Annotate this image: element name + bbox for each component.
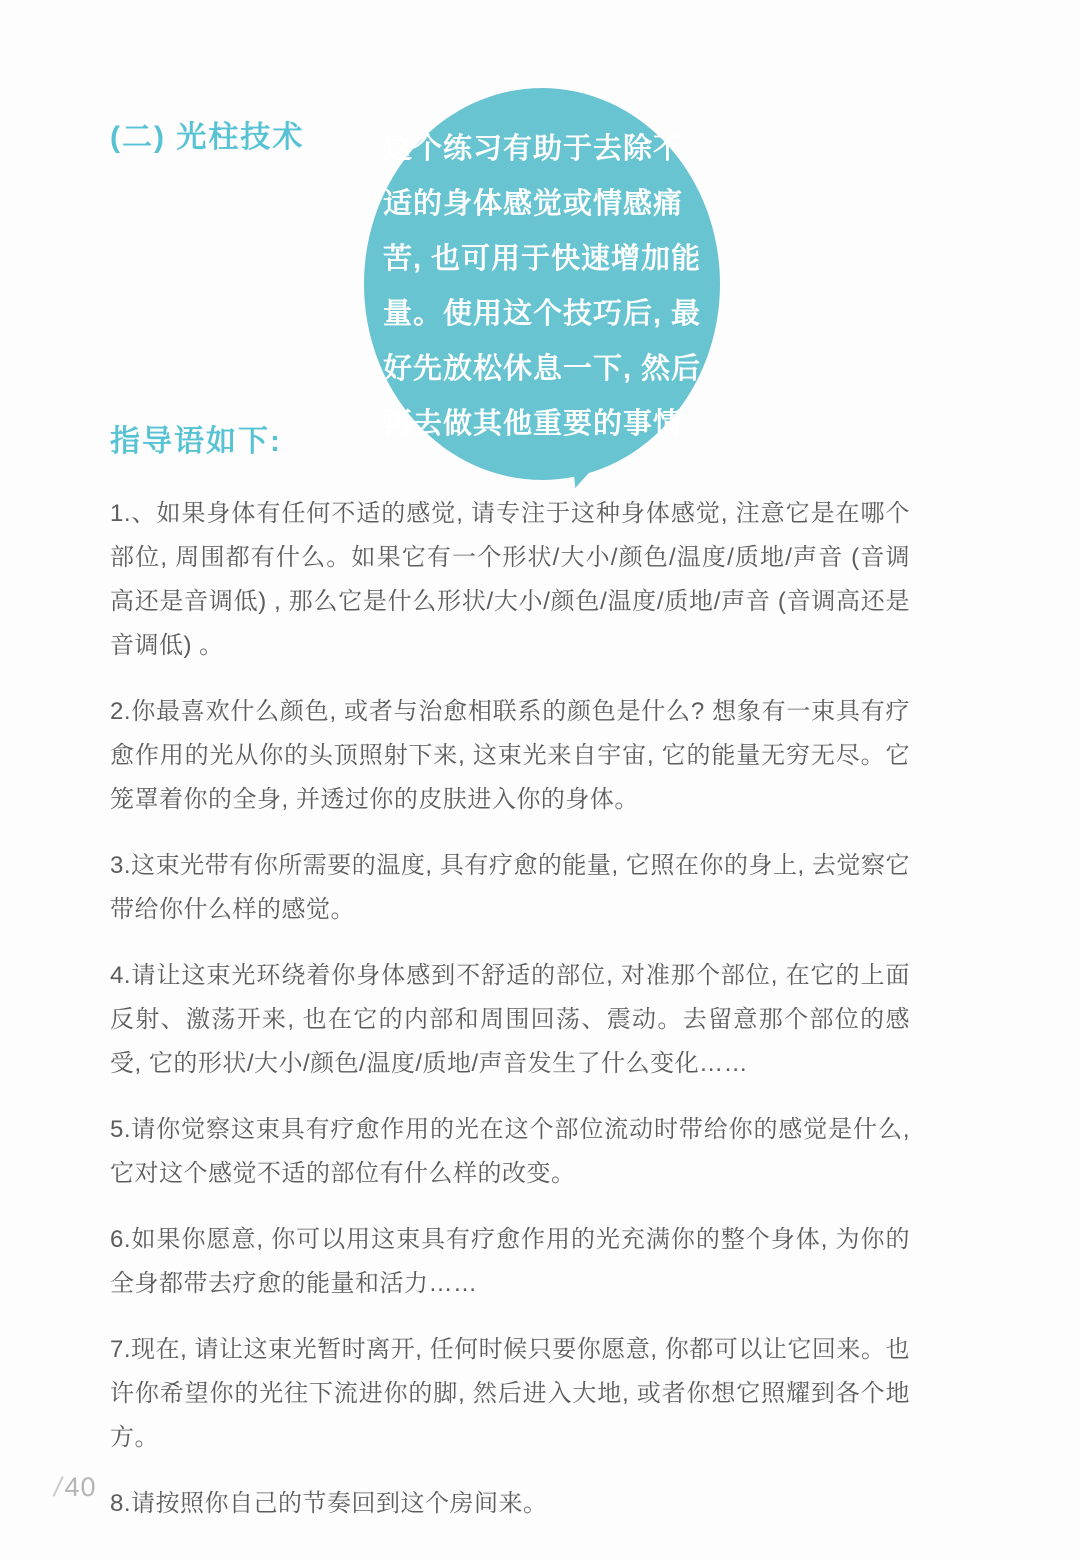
page-number <box>54 1472 97 1503</box>
speech-bubble <box>364 88 720 480</box>
bubble-line: 好先放松休息一下, 然后 <box>382 353 702 385</box>
page-number-slash: / <box>54 1472 63 1502</box>
page-title: (二) 光柱技术 <box>110 121 305 154</box>
instruction-list <box>110 492 910 1548</box>
instruction-paragraph-4: 4.请让这束光环绕着你身体感到不舒适的部位, 对准那个部位, 在它的上面反射、激荡开来, 也在它的内部和周围回荡、震动。去留意那个部位的感受, 它的形状/大小/颜色/温度/质地/声音发生了什么变化…… <box>110 962 910 1077</box>
instruction-paragraph-5: 5.请你觉察这束具有疗愈作用的光在这个部位流动时带给你的感觉是什么, 它对这个感觉不适的部位有什么样的改变。 <box>110 1116 910 1187</box>
section-subheading: 指导语如下: <box>110 425 282 458</box>
bubble-line: 适的身体感觉或情感痛 <box>382 188 683 220</box>
bubble-line: 量。使用这个技巧后, 最 <box>382 298 702 330</box>
speech-bubble-text <box>383 116 701 452</box>
page-number-value: 40 <box>64 1472 97 1502</box>
instruction-paragraph-3: 3.这束光带有你所需要的温度, 具有疗愈的能量, 它照在你的身上, 去觉察它带给你什么样的感觉。 <box>110 852 910 923</box>
instruction-paragraph-7: 7.现在, 请让这束光暂时离开, 任何时候只要你愿意, 你都可以让它回来。也许你希望你的光往下流进你的脚, 然后进入大地, 或者你想它照耀到各个地方。 <box>110 1336 910 1451</box>
instruction-paragraph-2: 2.你最喜欢什么颜色, 或者与治愈相联系的颜色是什么? 想象有一束具有疗愈作用的光从你的头顶照射下来, 这束光来自宇宙, 它的能量无穷无尽。它笼罩着你的全身, 并透过你的皮肤进入你的身体。 <box>110 698 910 813</box>
instruction-paragraph-1: 1.、如果身体有任何不适的感觉, 请专注于这种身体感觉, 注意它是在哪个部位, 周围都有什么。如果它有一个形状/大小/颜色/温度/质地/声音 (音调高还是音调低) , 那么它是什么形状/大小/颜色/温度/质地/声音 (音调高还是音调低) 。 <box>110 500 910 659</box>
bubble-line: 再去做其他重要的事情 <box>382 408 683 440</box>
instruction-paragraph-8: 8.请按照你自己的节奏回到这个房间来。 <box>110 1490 548 1517</box>
bubble-line: 这个练习有助于去除不 <box>382 133 683 165</box>
instruction-paragraph-6: 6.如果你愿意, 你可以用这束具有疗愈作用的光充满你的整个身体, 为你的全身都带去疗愈的能量和活力…… <box>110 1226 910 1297</box>
bubble-line: 苦, 也可用于快速增加能 <box>382 243 702 275</box>
